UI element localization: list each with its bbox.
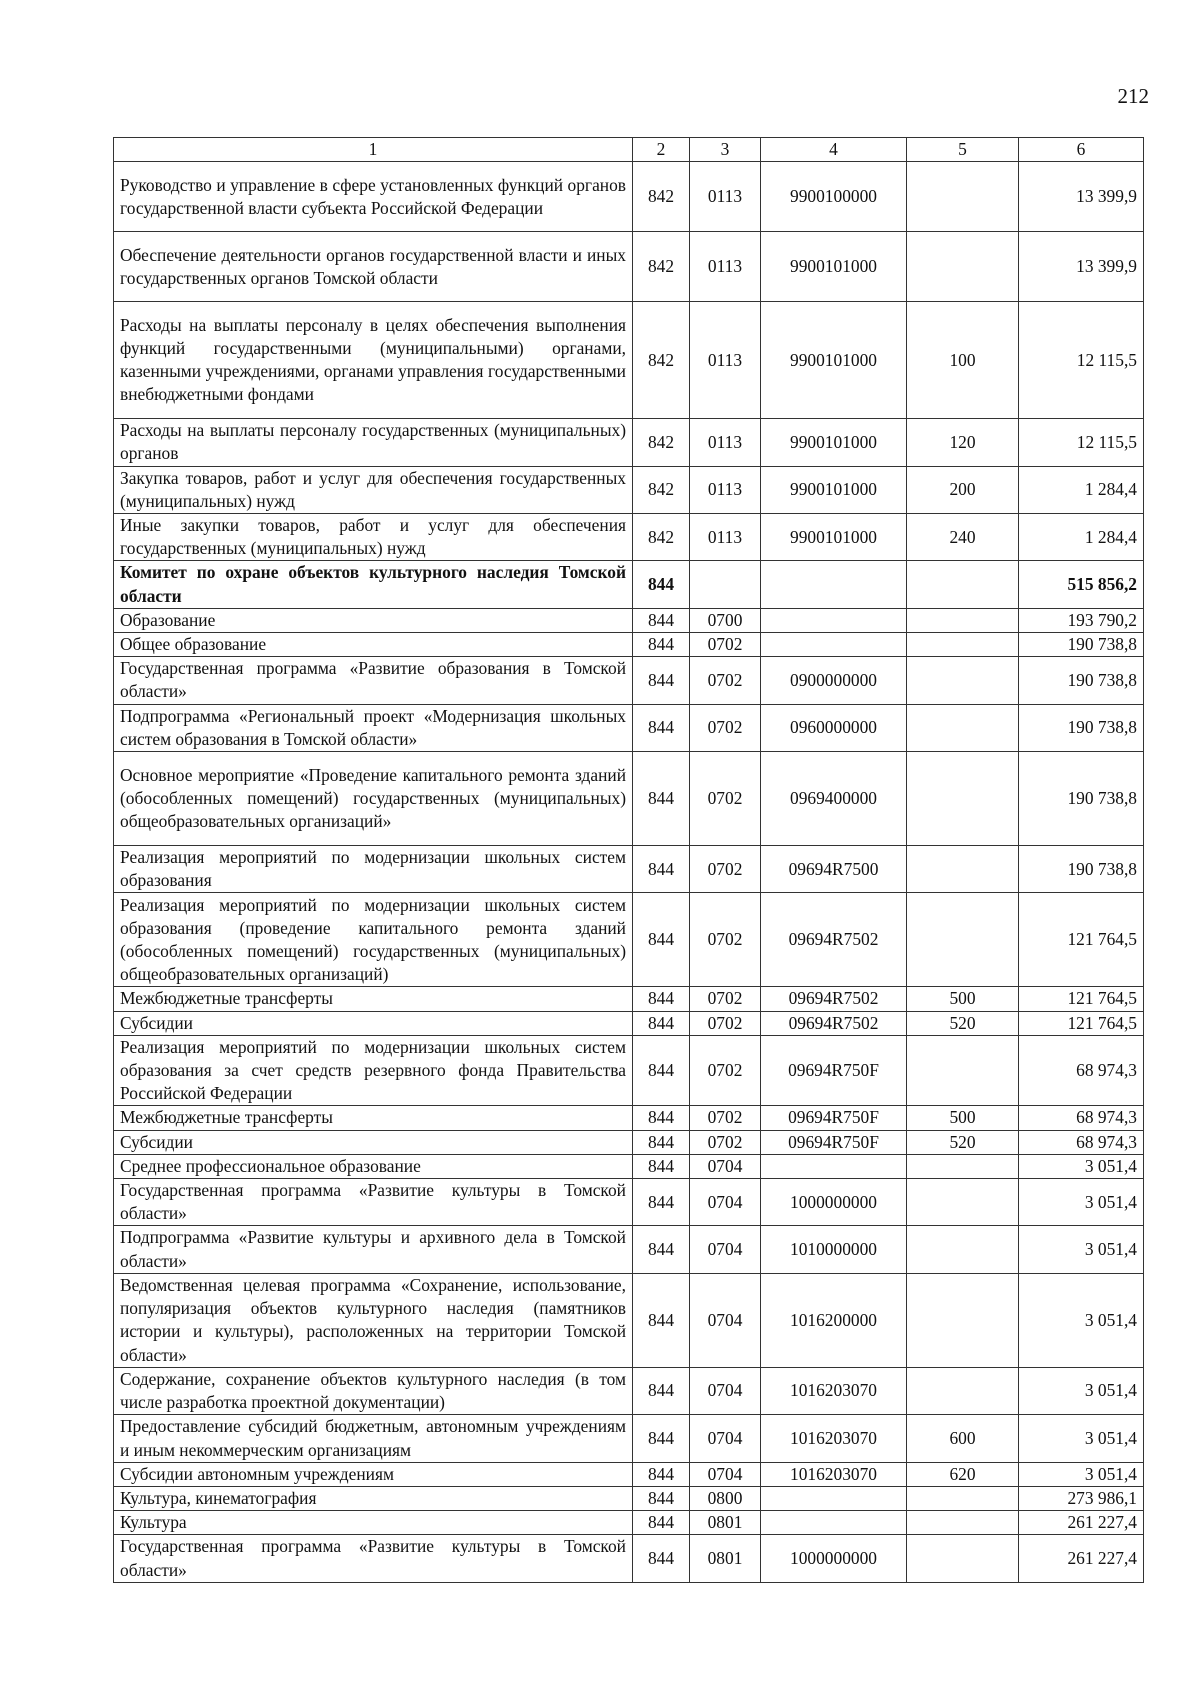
target-article-cell: 1016200000 xyxy=(761,1273,907,1367)
page-number: 212 xyxy=(1117,84,1149,108)
amount-cell: 1 284,4 xyxy=(1019,466,1144,513)
target-article-cell: 09694R7502 xyxy=(761,1011,907,1035)
section-code-cell: 0702 xyxy=(690,752,761,846)
expense-type-cell: 520 xyxy=(907,1011,1019,1035)
row-name-cell: Расходы на выплаты персоналу государственных (муниципальных) органов xyxy=(114,419,633,466)
ministry-code-cell: 844 xyxy=(633,1226,690,1273)
expense-type-cell xyxy=(907,232,1019,302)
target-article-cell: 9900101000 xyxy=(761,232,907,302)
amount-cell: 1 284,4 xyxy=(1019,514,1144,561)
section-code-cell: 0113 xyxy=(690,419,761,466)
target-article-cell: 09694R750F xyxy=(761,1035,907,1106)
row-name-cell: Реализация мероприятий по модернизации школьных систем образования за счет средств резервного фонда Правительства Российской Федерации xyxy=(114,1035,633,1106)
row-name-cell: Руководство и управление в сфере установленных функций органов государственной власти субъекта Российской Федерации xyxy=(114,162,633,232)
row-name-cell: Предоставление субсидий бюджетным, автономным учреждениям и иным некоммерческим организациям xyxy=(114,1415,633,1462)
section-code-cell: 0800 xyxy=(690,1486,761,1510)
amount-cell: 121 764,5 xyxy=(1019,1011,1144,1035)
section-code-cell: 0702 xyxy=(690,633,761,657)
row-name-cell: Субсидии xyxy=(114,1130,633,1154)
section-code-cell: 0702 xyxy=(690,987,761,1011)
section-code-cell: 0702 xyxy=(690,893,761,987)
target-article-cell xyxy=(761,1154,907,1178)
amount-cell: 261 227,4 xyxy=(1019,1535,1144,1582)
table-row xyxy=(114,466,1144,513)
amount-cell: 3 051,4 xyxy=(1019,1154,1144,1178)
row-name-cell: Культура xyxy=(114,1511,633,1535)
table-row xyxy=(114,302,1144,419)
target-article-cell: 9900101000 xyxy=(761,466,907,513)
target-article-cell: 09694R7500 xyxy=(761,846,907,893)
expense-type-cell xyxy=(907,1179,1019,1226)
ministry-code-cell: 844 xyxy=(633,1511,690,1535)
expense-type-cell xyxy=(907,1226,1019,1273)
section-code-cell: 0702 xyxy=(690,1130,761,1154)
table-row xyxy=(114,162,1144,232)
expense-type-cell: 240 xyxy=(907,514,1019,561)
table-row xyxy=(114,514,1144,561)
amount-cell: 121 764,5 xyxy=(1019,893,1144,987)
amount-cell: 12 115,5 xyxy=(1019,302,1144,419)
section-code-cell: 0704 xyxy=(690,1462,761,1486)
expense-type-cell xyxy=(907,704,1019,751)
row-name-cell: Общее образование xyxy=(114,633,633,657)
table-row xyxy=(114,608,1144,632)
section-code-cell: 0702 xyxy=(690,1035,761,1106)
section-code-cell: 0704 xyxy=(690,1415,761,1462)
target-article-cell: 1000000000 xyxy=(761,1535,907,1582)
amount-cell: 3 051,4 xyxy=(1019,1415,1144,1462)
table-row xyxy=(114,1535,1144,1582)
row-name-cell: Подпрограмма «Развитие культуры и архивного дела в Томской области» xyxy=(114,1226,633,1273)
expense-type-cell xyxy=(907,561,1019,608)
row-name-cell: Закупка товаров, работ и услуг для обеспечения государственных (муниципальных) нужд xyxy=(114,466,633,513)
amount-cell: 261 227,4 xyxy=(1019,1511,1144,1535)
expense-type-cell xyxy=(907,657,1019,704)
amount-cell: 68 974,3 xyxy=(1019,1035,1144,1106)
section-code-cell: 0704 xyxy=(690,1154,761,1178)
table-row xyxy=(114,1226,1144,1273)
row-name-cell: Обеспечение деятельности органов государственной власти и иных государственных органов Томской области xyxy=(114,232,633,302)
table-row xyxy=(114,1106,1144,1130)
section-code-cell: 0113 xyxy=(690,514,761,561)
column-header: 3 xyxy=(690,138,761,162)
amount-cell: 3 051,4 xyxy=(1019,1179,1144,1226)
ministry-code-cell: 842 xyxy=(633,162,690,232)
budget-table xyxy=(113,137,1144,1583)
table-row xyxy=(114,1486,1144,1510)
row-name-cell: Образование xyxy=(114,608,633,632)
amount-cell: 3 051,4 xyxy=(1019,1273,1144,1367)
ministry-code-cell: 844 xyxy=(633,1011,690,1035)
row-name-cell: Реализация мероприятий по модернизации школьных систем образования xyxy=(114,846,633,893)
target-article-cell: 1016203070 xyxy=(761,1367,907,1414)
row-name-cell: Государственная программа «Развитие культуры в Томской области» xyxy=(114,1179,633,1226)
section-code-cell: 0702 xyxy=(690,704,761,751)
expense-type-cell xyxy=(907,1535,1019,1582)
table-row xyxy=(114,846,1144,893)
amount-cell: 190 738,8 xyxy=(1019,704,1144,751)
ministry-code-cell: 844 xyxy=(633,987,690,1011)
target-article-cell: 9900101000 xyxy=(761,419,907,466)
section-code-cell: 0113 xyxy=(690,302,761,419)
target-article-cell: 9900101000 xyxy=(761,514,907,561)
amount-cell: 190 738,8 xyxy=(1019,752,1144,846)
section-code-cell: 0702 xyxy=(690,657,761,704)
table-row xyxy=(114,1367,1144,1414)
column-header: 2 xyxy=(633,138,690,162)
target-article-cell: 0969400000 xyxy=(761,752,907,846)
table-row xyxy=(114,657,1144,704)
amount-cell: 273 986,1 xyxy=(1019,1486,1144,1510)
ministry-code-cell: 844 xyxy=(633,1035,690,1106)
ministry-code-cell: 844 xyxy=(633,1367,690,1414)
amount-cell: 3 051,4 xyxy=(1019,1462,1144,1486)
ministry-code-cell: 844 xyxy=(633,1486,690,1510)
table-row xyxy=(114,1462,1144,1486)
amount-cell: 190 738,8 xyxy=(1019,657,1144,704)
row-name-cell: Комитет по охране объектов культурного наследия Томской области xyxy=(114,561,633,608)
section-code-cell: 0702 xyxy=(690,1106,761,1130)
ministry-code-cell: 842 xyxy=(633,419,690,466)
expense-type-cell xyxy=(907,1273,1019,1367)
expense-type-cell: 200 xyxy=(907,466,1019,513)
table-row xyxy=(114,752,1144,846)
row-name-cell: Субсидии автономным учреждениям xyxy=(114,1462,633,1486)
amount-cell: 190 738,8 xyxy=(1019,846,1144,893)
target-article-cell: 0960000000 xyxy=(761,704,907,751)
target-article-cell xyxy=(761,1511,907,1535)
table-row xyxy=(114,1130,1144,1154)
row-name-cell: Межбюджетные трансферты xyxy=(114,1106,633,1130)
row-name-cell: Расходы на выплаты персоналу в целях обеспечения выполнения функций государственными (муниципальными) органами, казенными учреждениями, органами управления государственными внебюджетными фондами xyxy=(114,302,633,419)
ministry-code-cell: 844 xyxy=(633,608,690,632)
ministry-code-cell: 844 xyxy=(633,1415,690,1462)
expense-type-cell xyxy=(907,633,1019,657)
ministry-code-cell: 844 xyxy=(633,846,690,893)
table-row xyxy=(114,1179,1144,1226)
expense-type-cell xyxy=(907,1511,1019,1535)
amount-cell: 13 399,9 xyxy=(1019,162,1144,232)
row-name-cell: Субсидии xyxy=(114,1011,633,1035)
section-code-cell: 0801 xyxy=(690,1511,761,1535)
expense-type-cell: 100 xyxy=(907,302,1019,419)
expense-type-cell: 120 xyxy=(907,419,1019,466)
ministry-code-cell: 844 xyxy=(633,704,690,751)
target-article-cell xyxy=(761,561,907,608)
section-code-cell: 0801 xyxy=(690,1535,761,1582)
table-row xyxy=(114,1415,1144,1462)
expense-type-cell xyxy=(907,846,1019,893)
column-header: 4 xyxy=(761,138,907,162)
expense-type-cell xyxy=(907,1154,1019,1178)
section-code-cell: 0704 xyxy=(690,1179,761,1226)
ministry-code-cell: 844 xyxy=(633,752,690,846)
expense-type-cell xyxy=(907,752,1019,846)
ministry-code-cell: 844 xyxy=(633,1106,690,1130)
expense-type-cell xyxy=(907,1486,1019,1510)
section-code-cell: 0702 xyxy=(690,1011,761,1035)
target-article-cell xyxy=(761,633,907,657)
row-name-cell: Подпрограмма «Региональный проект «Модернизация школьных систем образования в Томской области» xyxy=(114,704,633,751)
table-row xyxy=(114,1511,1144,1535)
section-code-cell: 0704 xyxy=(690,1367,761,1414)
section-code-cell: 0700 xyxy=(690,608,761,632)
table-row xyxy=(114,1273,1144,1367)
row-name-cell: Государственная программа «Развитие образования в Томской области» xyxy=(114,657,633,704)
row-name-cell: Государственная программа «Развитие культуры в Томской области» xyxy=(114,1535,633,1582)
amount-cell: 3 051,4 xyxy=(1019,1367,1144,1414)
ministry-code-cell: 842 xyxy=(633,514,690,561)
amount-cell: 193 790,2 xyxy=(1019,608,1144,632)
ministry-code-cell: 842 xyxy=(633,466,690,513)
amount-cell: 121 764,5 xyxy=(1019,987,1144,1011)
target-article-cell: 09694R7502 xyxy=(761,987,907,1011)
ministry-code-cell: 844 xyxy=(633,657,690,704)
expense-type-cell xyxy=(907,893,1019,987)
amount-cell: 68 974,3 xyxy=(1019,1106,1144,1130)
column-header: 6 xyxy=(1019,138,1144,162)
amount-cell: 13 399,9 xyxy=(1019,232,1144,302)
ministry-code-cell: 844 xyxy=(633,1462,690,1486)
ministry-code-cell: 844 xyxy=(633,1179,690,1226)
section-code-cell: 0113 xyxy=(690,162,761,232)
expense-type-cell xyxy=(907,1035,1019,1106)
target-article-cell: 9900100000 xyxy=(761,162,907,232)
table-row xyxy=(114,893,1144,987)
table-row xyxy=(114,232,1144,302)
target-article-cell: 9900101000 xyxy=(761,302,907,419)
amount-cell: 190 738,8 xyxy=(1019,633,1144,657)
expense-type-cell: 500 xyxy=(907,1106,1019,1130)
ministry-code-cell: 842 xyxy=(633,232,690,302)
row-name-cell: Межбюджетные трансферты xyxy=(114,987,633,1011)
column-header: 5 xyxy=(907,138,1019,162)
target-article-cell: 1016203070 xyxy=(761,1415,907,1462)
expense-type-cell: 520 xyxy=(907,1130,1019,1154)
row-name-cell: Основное мероприятие «Проведение капитального ремонта зданий (обособленных помещений) государственных (муниципальных) общеобразовательных организаций» xyxy=(114,752,633,846)
amount-cell: 515 856,2 xyxy=(1019,561,1144,608)
section-code-cell: 0113 xyxy=(690,232,761,302)
ministry-code-cell: 842 xyxy=(633,302,690,419)
section-code-cell: 0702 xyxy=(690,846,761,893)
ministry-code-cell: 844 xyxy=(633,633,690,657)
table-row xyxy=(114,704,1144,751)
row-name-cell: Среднее профессиональное образование xyxy=(114,1154,633,1178)
expense-type-cell: 500 xyxy=(907,987,1019,1011)
column-header: 1 xyxy=(114,138,633,162)
target-article-cell: 1016203070 xyxy=(761,1462,907,1486)
table-row xyxy=(114,561,1144,608)
target-article-cell: 09694R750F xyxy=(761,1130,907,1154)
row-name-cell: Культура, кинематография xyxy=(114,1486,633,1510)
ministry-code-cell: 844 xyxy=(633,893,690,987)
table-row xyxy=(114,633,1144,657)
table-row xyxy=(114,419,1144,466)
row-name-cell: Содержание, сохранение объектов культурного наследия (в том числе разработка проектной документации) xyxy=(114,1367,633,1414)
row-name-cell: Ведомственная целевая программа «Сохранение, использование, популяризация объектов культурного наследия (памятников истории и культуры), расположенных на территории Томской области» xyxy=(114,1273,633,1367)
row-name-cell: Реализация мероприятий по модернизации школьных систем образования (проведение капитального ремонта зданий (обособленных помещений) государственных (муниципальных) общеобразовательных организаций) xyxy=(114,893,633,987)
row-name-cell: Иные закупки товаров, работ и услуг для обеспечения государственных (муниципальных) нужд xyxy=(114,514,633,561)
target-article-cell xyxy=(761,608,907,632)
target-article-cell: 1010000000 xyxy=(761,1226,907,1273)
expense-type-cell xyxy=(907,162,1019,232)
section-code-cell: 0113 xyxy=(690,466,761,513)
section-code-cell xyxy=(690,561,761,608)
amount-cell: 12 115,5 xyxy=(1019,419,1144,466)
amount-cell: 68 974,3 xyxy=(1019,1130,1144,1154)
amount-cell: 3 051,4 xyxy=(1019,1226,1144,1273)
expense-type-cell xyxy=(907,608,1019,632)
expense-type-cell: 620 xyxy=(907,1462,1019,1486)
expense-type-cell xyxy=(907,1367,1019,1414)
section-code-cell: 0704 xyxy=(690,1226,761,1273)
section-code-cell: 0704 xyxy=(690,1273,761,1367)
target-article-cell xyxy=(761,1486,907,1510)
target-article-cell: 09694R750F xyxy=(761,1106,907,1130)
ministry-code-cell: 844 xyxy=(633,1535,690,1582)
ministry-code-cell: 844 xyxy=(633,1154,690,1178)
table-row xyxy=(114,1154,1144,1178)
ministry-code-cell: 844 xyxy=(633,1130,690,1154)
table-row xyxy=(114,1035,1144,1106)
target-article-cell: 1000000000 xyxy=(761,1179,907,1226)
table-header-row xyxy=(114,138,1144,162)
ministry-code-cell: 844 xyxy=(633,1273,690,1367)
target-article-cell: 09694R7502 xyxy=(761,893,907,987)
expense-type-cell: 600 xyxy=(907,1415,1019,1462)
table-row xyxy=(114,1011,1144,1035)
ministry-code-cell: 844 xyxy=(633,561,690,608)
target-article-cell: 0900000000 xyxy=(761,657,907,704)
table-row xyxy=(114,987,1144,1011)
